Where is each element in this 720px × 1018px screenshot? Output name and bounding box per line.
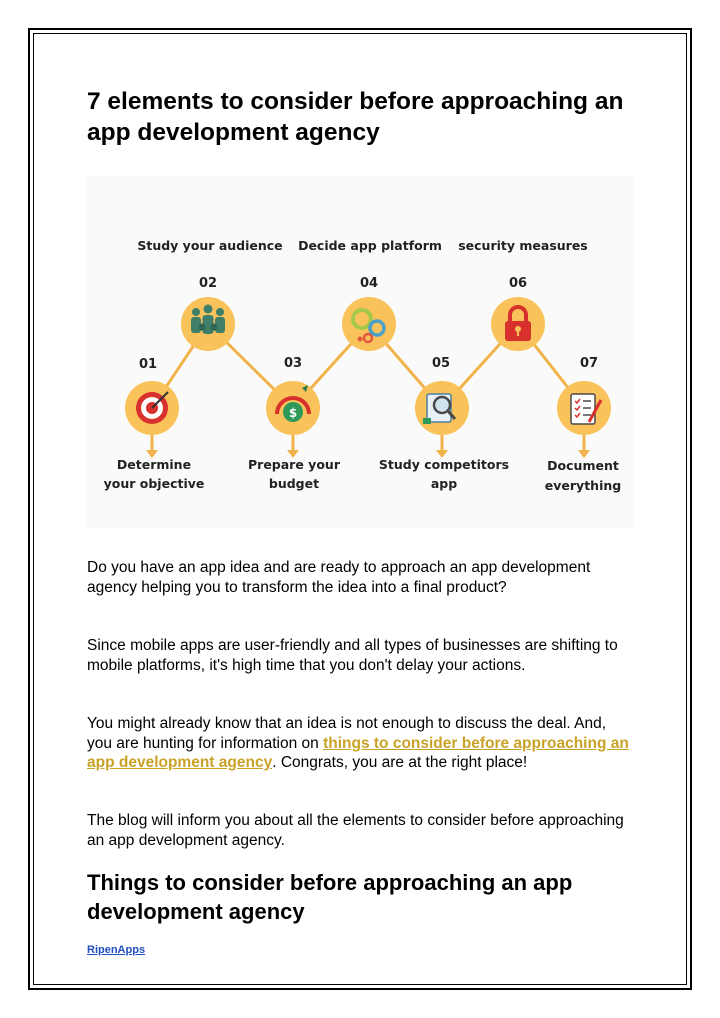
paragraph-idea-text-after: . Congrats, you are at the right place! <box>272 754 528 771</box>
step-num-06: 06 <box>508 276 528 291</box>
people-group-icon <box>191 305 225 335</box>
paragraph-idea <box>87 714 632 773</box>
step-label-03-line2: budget <box>268 476 320 491</box>
top-label-platform: Decide app platform <box>298 238 442 253</box>
target-icon <box>136 392 168 424</box>
step-label-07-line1: Document <box>547 458 619 473</box>
step-num-07: 07 <box>579 356 599 371</box>
step-num-03: 03 <box>283 356 303 371</box>
paragraph-intro: Do you have an app idea and are ready to approach an app development agency helping you to transform the idea into a final product? <box>87 559 591 596</box>
step-num-02: 02 <box>198 276 218 291</box>
step-label-01-line2: your objective <box>103 476 205 491</box>
infographic <box>87 176 633 528</box>
svg-text:$: $ <box>288 406 298 420</box>
step-label-01-line1: Determine <box>116 457 192 472</box>
ripenapps-credit-link[interactable]: RipenApps <box>87 944 146 956</box>
paragraph-mobile-apps: Since mobile apps are user-friendly and all types of businesses are shifting to mobile platforms, it's high time that you don't delay your actions. <box>87 637 618 674</box>
step-label-07-line2: everything <box>544 478 622 493</box>
step-num-04: 04 <box>359 276 379 291</box>
page-title: 7 elements to consider before approaching an app development agency <box>87 88 624 146</box>
paragraph-blog-info: The blog will inform you about all the elements to consider before approaching an app development agency. <box>87 812 624 849</box>
magnifier-icon <box>423 394 455 424</box>
things-to-consider-link[interactable]: things to consider before approaching an app development agency <box>87 734 629 771</box>
step-num-05: 05 <box>431 356 451 371</box>
paragraph-idea-text-before: You might already know that an idea is not enough to discuss the deal. And, you are hunting for information on <box>87 715 607 752</box>
step-num-01: 01 <box>138 357 158 372</box>
step-label-05-line2: app <box>430 476 458 491</box>
step-label-03-line1: Prepare your <box>248 457 340 472</box>
section-heading: Things to consider before approaching an app development agency <box>87 870 573 924</box>
top-label-security: security measures <box>458 238 588 253</box>
step-label-05-line1: Study competitors <box>378 457 510 472</box>
top-label-audience: Study your audience <box>137 238 283 253</box>
